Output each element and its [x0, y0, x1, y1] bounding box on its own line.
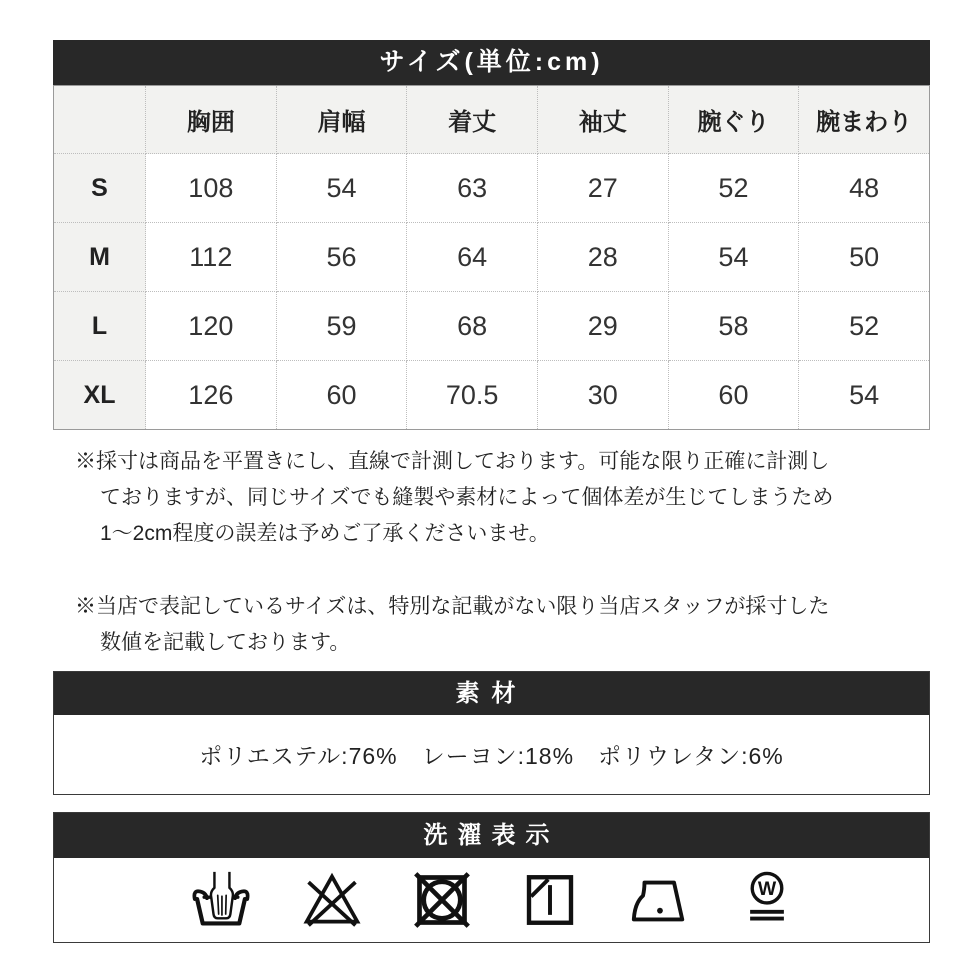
size-value-cell: 60: [668, 361, 799, 430]
col-header-chest: 胸囲: [146, 86, 277, 154]
laundry-care-section: [53, 812, 930, 943]
col-header-body-length: 着丈: [407, 86, 538, 154]
size-value-cell: 30: [537, 361, 668, 430]
col-header-arm-circumference: 腕まわり: [799, 86, 930, 154]
col-header-shoulder: 肩幅: [276, 86, 407, 154]
size-value-cell: 59: [276, 292, 407, 361]
row-label-s: S: [54, 154, 146, 223]
size-value-cell: 50: [799, 223, 930, 292]
size-value-cell: 28: [537, 223, 668, 292]
material-title-bar: 素材: [54, 672, 929, 715]
size-value-cell: 60: [276, 361, 407, 430]
dry-in-shade-icon: [522, 871, 578, 929]
table-row-m: [54, 223, 930, 292]
material-section: [53, 671, 930, 795]
size-value-cell: 126: [146, 361, 277, 430]
size-value-cell: 108: [146, 154, 277, 223]
size-value-cell: 52: [799, 292, 930, 361]
size-table-title: サイズ(単位:cm): [379, 48, 604, 76]
product-size-info-page: [53, 0, 930, 943]
row-label-l: L: [54, 292, 146, 361]
note-line: ておりますが、同じサイズでも縫製や素材によって個体差が生じてしまうため: [100, 486, 834, 509]
size-table-title-bar: [53, 40, 930, 85]
do-not-bleach-icon: [302, 870, 362, 930]
size-value-cell: 52: [668, 154, 799, 223]
size-value-cell: 54: [276, 154, 407, 223]
measurement-note: [75, 444, 930, 552]
size-value-cell: 54: [799, 361, 930, 430]
size-value-cell: 64: [407, 223, 538, 292]
table-row-s: [54, 154, 930, 223]
row-label-xl: XL: [54, 361, 146, 430]
size-value-cell: 120: [146, 292, 277, 361]
note-line: ※採寸は商品を平置きにし、直線で計測しております。可能な限り正確に計測し: [75, 450, 830, 473]
iron-low-heat-icon: [628, 872, 690, 928]
svg-text:W: W: [757, 877, 776, 900]
hand-wash-icon: [190, 870, 252, 930]
size-table: [53, 85, 930, 430]
size-value-cell: 112: [146, 223, 277, 292]
col-header-armhole: 腕ぐり: [668, 86, 799, 154]
size-table-section: [53, 40, 930, 430]
table-row-xl: [54, 361, 930, 430]
size-value-cell: 27: [537, 154, 668, 223]
size-value-cell: 29: [537, 292, 668, 361]
size-value-cell: 58: [668, 292, 799, 361]
table-row-l: [54, 292, 930, 361]
size-value-cell: 48: [799, 154, 930, 223]
row-label-m: M: [54, 223, 146, 292]
note-line: 1〜2cm程度の誤差は予めご了承くださいませ。: [100, 522, 550, 545]
wet-clean-icon: [740, 869, 794, 931]
size-value-cell: 70.5: [407, 361, 538, 430]
size-value-cell: 63: [407, 154, 538, 223]
size-value-cell: 68: [407, 292, 538, 361]
size-value-cell: 54: [668, 223, 799, 292]
staff-measured-note: [75, 589, 930, 661]
note-line: 数値を記載しております。: [100, 631, 351, 654]
laundry-title-bar: 洗濯表示: [54, 813, 929, 858]
material-composition: ポリエステル:76% レーヨン:18% ポリウレタン:6%: [199, 743, 784, 769]
size-value-cell: 56: [276, 223, 407, 292]
size-table-header-row: [54, 86, 930, 154]
col-header-sleeve-length: 袖丈: [537, 86, 668, 154]
corner-cell: [54, 86, 146, 154]
note-line: ※当店で表記しているサイズは、特別な記載がない限り当店スタッフが採寸した: [75, 595, 830, 618]
laundry-icons-row: [54, 858, 929, 942]
do-not-tumble-dry-icon: [412, 870, 472, 930]
